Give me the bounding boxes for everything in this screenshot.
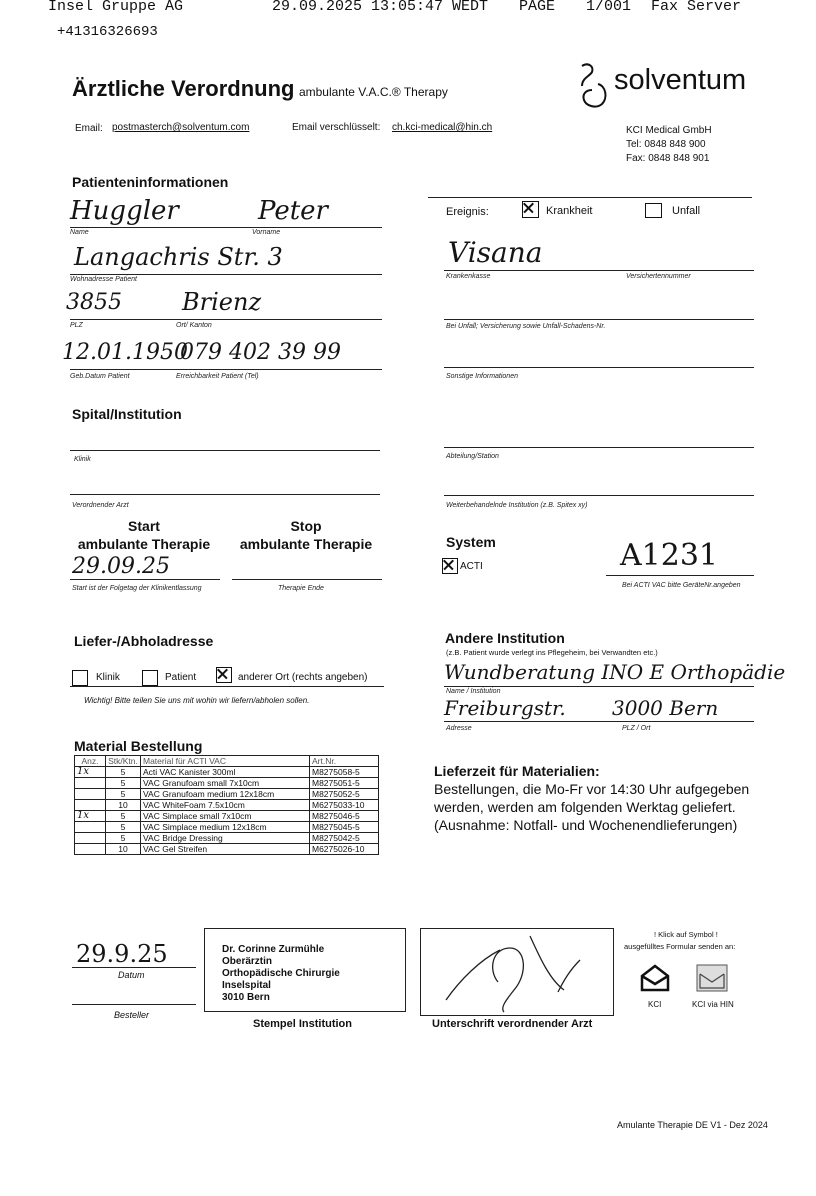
unfall-info-line (444, 319, 754, 320)
solventum-s-icon (576, 62, 612, 110)
stamp-l4: Inselspital (222, 980, 271, 991)
name-line (70, 227, 382, 228)
send-kci-hin-button[interactable] (694, 962, 730, 999)
krankenkasse-value[interactable]: Visana (448, 236, 543, 269)
th-anz: Anz. (75, 756, 106, 767)
stamp-l2: Oberärztin (222, 956, 273, 967)
mat-name-cell: VAC Gel Streifen (141, 844, 310, 855)
system-heading: System (446, 534, 496, 550)
other-plzort-label: PLZ / Ort (622, 725, 651, 732)
table-row (75, 822, 379, 833)
unfall-info-label: Bei Unfall; Versicherung sowie Unfall-Schadens-Nr. (446, 323, 606, 330)
patient-ort-value[interactable]: Brienz (182, 288, 262, 316)
delivery-note: Wichtig! Bitte teilen Sie uns mit wohin wir liefern/abholen sollen. (84, 696, 310, 705)
device-label: Bei ACTI VAC bitte GeräteNr.angeben (622, 582, 741, 589)
patient-phone-value[interactable]: 079 402 39 99 (180, 340, 341, 365)
acti-check-icon (442, 558, 458, 574)
mat-stk-cell: 10 (106, 844, 141, 855)
mat-name-cell: VAC Bridge Dressing (141, 833, 310, 844)
table-row (75, 767, 379, 778)
delivery-line (70, 686, 384, 687)
weiter-line (444, 495, 754, 496)
th-stk: Stk/Ktn. (106, 756, 141, 767)
material-heading: Material Bestellung (74, 738, 203, 754)
email-link[interactable]: postmasterch@solventum.com (112, 122, 250, 133)
datum-label: Datum (118, 970, 145, 980)
patient-name-value[interactable]: Huggler (70, 196, 179, 226)
mat-art-cell: M8275052-5 (310, 789, 379, 800)
kci-label: KCI (648, 1000, 662, 1009)
mat-art-cell: M8275046-5 (310, 811, 379, 822)
sonstige-line (444, 367, 754, 368)
klinik-line (70, 450, 380, 451)
ort-label: Ort/ Kanton (176, 322, 212, 329)
vers-label: Versichertennummer (626, 273, 691, 280)
arzt-label: Verordnender Arzt (72, 502, 129, 509)
delivery-klinik-checkbox[interactable] (72, 669, 88, 687)
company-name: KCI Medical GmbH (626, 125, 712, 136)
send-l2: ausgefülltes Formular senden an: (624, 942, 736, 951)
mat-anz-cell[interactable] (75, 789, 106, 800)
logo-text: solventum (614, 64, 747, 96)
patient-dob-value[interactable]: 12.01.1950 (62, 340, 188, 365)
mat-name-cell: VAC Granufoam small 7x10cm (141, 778, 310, 789)
title-sub: ambulante V.A.C.® Therapy (298, 85, 448, 99)
klinik-box-icon (72, 670, 88, 686)
mat-anz-cell[interactable] (75, 822, 106, 833)
mat-anz-cell[interactable] (75, 844, 106, 855)
dob-line (70, 369, 382, 370)
stamp-label: Stempel Institution (253, 1018, 352, 1030)
stamp-l3: Orthopädische Chirurgie (222, 968, 340, 979)
stamp-text (222, 944, 340, 1004)
mat-stk-cell: 5 (106, 789, 141, 800)
mat-stk-cell: 5 (106, 833, 141, 844)
delivery-heading: Liefer-/Abholadresse (74, 633, 214, 649)
abteilung-line (444, 447, 754, 448)
material-table (74, 755, 379, 855)
fax-sender: Insel Gruppe AG (48, 0, 184, 15)
email-enc-link[interactable]: ch.kci-medical@hin.ch (392, 122, 493, 133)
stamp-l1: Dr. Corinne Zurmühle (222, 944, 325, 955)
mat-stk-cell: 5 (106, 822, 141, 833)
weiter-label: Weiterbehandelnde Institution (z.B. Spitex xy) (446, 502, 588, 509)
start-heading (70, 517, 218, 553)
mat-stk-cell: 5 (106, 778, 141, 789)
mat-name-cell: VAC Granufoam medium 12x18cm (141, 789, 310, 800)
other-inst-plzort-value[interactable]: 3000 Bern (612, 696, 719, 720)
institution-heading: Spital/Institution (72, 406, 182, 422)
mat-name-cell: VAC Simplace small 7x10cm (141, 811, 310, 822)
mat-anz-cell[interactable] (75, 833, 106, 844)
delivery-anderer-checkbox[interactable] (216, 666, 232, 684)
unfall-checkbox[interactable] (645, 202, 662, 220)
unfall-box-icon (645, 203, 662, 218)
end-label: Therapie Ende (278, 585, 324, 592)
mat-name-cell: VAC WhiteFoam 7.5x10cm (141, 800, 310, 811)
klinik-label: Klinik (74, 456, 91, 463)
delivery-anderer-label: anderer Ort (rechts angeben) (238, 672, 368, 683)
email-label: Email: (75, 123, 103, 134)
kci-hin-label: KCI via HIN (692, 1000, 734, 1009)
mat-name-cell: Acti VAC Kanister 300ml (141, 767, 310, 778)
start-date-value[interactable]: 29.09.25 (72, 554, 170, 579)
lieferzeit-block (434, 762, 749, 834)
other-inst-note: (z.B. Patient wurde verlegt ins Pflegeheim, bei Verwandten etc.) (446, 648, 658, 657)
email-enc-label: Email verschlüsselt: (292, 122, 381, 133)
fax-datetime: 29.09.2025 13:05:47 WEDT (272, 0, 489, 15)
other-inst-address-value[interactable]: Freiburgstr. (444, 696, 566, 720)
th-material: Material für ACTI VAC (141, 756, 310, 767)
patient-address-value[interactable]: Langachris Str. 3 (74, 243, 283, 271)
send-kci-button[interactable] (638, 962, 672, 999)
stop-heading (232, 517, 380, 553)
table-row (75, 811, 379, 822)
fax-phone: +41316326693 (57, 24, 158, 40)
stop-l1: Stop (290, 518, 322, 534)
company-fax: Fax: 0848 848 901 (626, 153, 710, 164)
patient-vorname-value[interactable]: Peter (258, 196, 328, 226)
plz-line (70, 319, 382, 320)
other-name-label: Name / Institution (446, 688, 501, 695)
vorname-label: Vorname (252, 229, 281, 236)
fax-page-label: PAGE (519, 0, 556, 15)
solventum-logo (576, 62, 612, 115)
name-label: Name (70, 229, 89, 236)
signature-label: Unterschrift verordnender Arzt (432, 1018, 593, 1030)
besteller-line (72, 1004, 196, 1005)
anderer-check-icon (216, 667, 232, 683)
lieferzeit-line1: Bestellungen, die Mo-Fr vor 14:30 Uhr aufgegeben (434, 781, 750, 797)
other-address-line (444, 721, 754, 722)
mat-art-cell: M8275058-5 (310, 767, 379, 778)
material-header-row (75, 756, 379, 767)
phone-label: Erreichbarkeit Patient (Tel) (176, 373, 259, 380)
form-title (72, 76, 448, 102)
company-block (626, 124, 712, 166)
mat-art-cell: M6275026-10 (310, 844, 379, 855)
start-l1: Start (128, 518, 160, 534)
mat-anz-cell[interactable] (75, 800, 106, 811)
address-line (70, 274, 382, 275)
signature-scribble-icon (440, 930, 600, 1014)
arzt-line (70, 494, 380, 495)
table-row (75, 833, 379, 844)
start-line (70, 579, 220, 580)
device-line (606, 575, 754, 576)
mat-stk-cell: 5 (106, 811, 141, 822)
acti-label: ACTI (460, 561, 483, 572)
lieferzeit-line2: werden, werden am folgenden Werktag geliefert. (434, 799, 736, 815)
mat-stk-cell: 10 (106, 800, 141, 811)
fax-server: Fax Server (651, 0, 742, 15)
krankheit-check-icon (522, 201, 539, 218)
unfall-label: Unfall (672, 205, 701, 217)
table-row (75, 778, 379, 789)
title-main: Ärztliche Verordnung (72, 76, 295, 101)
lieferzeit-heading: Lieferzeit für Materialien: (434, 763, 600, 779)
secure-envelope-icon (694, 962, 730, 994)
envelope-icon (638, 962, 672, 994)
device-number-value[interactable]: A1231 (620, 538, 719, 573)
company-tel: Tel: 0848 848 900 (626, 139, 706, 150)
table-row (75, 789, 379, 800)
fax-page: 1/001 (586, 0, 632, 15)
delivery-klinik-label: Klinik (96, 672, 120, 683)
mat-name-cell: VAC Simplace medium 12x18cm (141, 822, 310, 833)
lieferzeit-line3: (Ausnahme: Notfall- und Wochenendlieferungen) (434, 817, 738, 833)
kasse-line (444, 270, 754, 271)
table-row (75, 844, 379, 855)
patient-heading: Patienteninformationen (72, 174, 229, 190)
acti-checkbox[interactable] (442, 557, 458, 575)
delivery-patient-label: Patient (165, 672, 197, 683)
event-top-line (428, 197, 752, 198)
sign-date-value[interactable]: 29.9.25 (76, 940, 168, 968)
krankheit-label: Krankheit (546, 205, 593, 217)
mat-art-cell: M6275033-10 (310, 800, 379, 811)
mat-art-cell: M8275045-5 (310, 822, 379, 833)
krankheit-checkbox[interactable] (522, 201, 539, 219)
plz-label: PLZ (70, 322, 83, 329)
other-address-label: Adresse (446, 725, 472, 732)
address-label: Wohnadresse Patient (70, 276, 137, 283)
mat-stk-cell: 5 (106, 767, 141, 778)
mat-art-cell: M8275042-5 (310, 833, 379, 844)
patient-plz-value[interactable]: 3855 (66, 290, 122, 315)
kasse-label: Krankenkasse (446, 273, 491, 280)
start-note: Start ist der Folgetag der Klinikentlassung (72, 585, 202, 592)
mat-anz-cell[interactable]: 1x (75, 811, 106, 822)
table-row (75, 800, 379, 811)
th-artnr: Art.Nr. (310, 756, 379, 767)
stop-line (232, 579, 382, 580)
mat-art-cell: M8275051-5 (310, 778, 379, 789)
patient-box-icon (142, 670, 158, 686)
delivery-patient-checkbox[interactable] (142, 669, 158, 687)
dob-label: Geb.Datum Patient (70, 373, 130, 380)
abteilung-label: Abteilung/Station (446, 453, 499, 460)
other-name-line (444, 686, 754, 687)
mat-anz-cell[interactable]: 1x (75, 767, 106, 778)
send-l1: ! Klick auf Symbol ! (654, 930, 718, 939)
stop-l2: ambulante Therapie (239, 536, 373, 552)
datum-line (72, 967, 196, 968)
stamp-l5: 3010 Bern (222, 992, 270, 1003)
sonstige-label: Sonstige Informationen (446, 373, 518, 380)
footer-version: Amulante Therapie DE V1 - Dez 2024 (617, 1120, 768, 1130)
mat-anz-cell[interactable] (75, 778, 106, 789)
other-inst-heading: Andere Institution (445, 630, 565, 646)
event-label: Ereignis: (446, 206, 489, 218)
besteller-label: Besteller (114, 1010, 150, 1020)
other-inst-name-value[interactable]: Wundberatung INO E Orthopädie (444, 660, 786, 684)
start-l2: ambulante Therapie (77, 536, 211, 552)
